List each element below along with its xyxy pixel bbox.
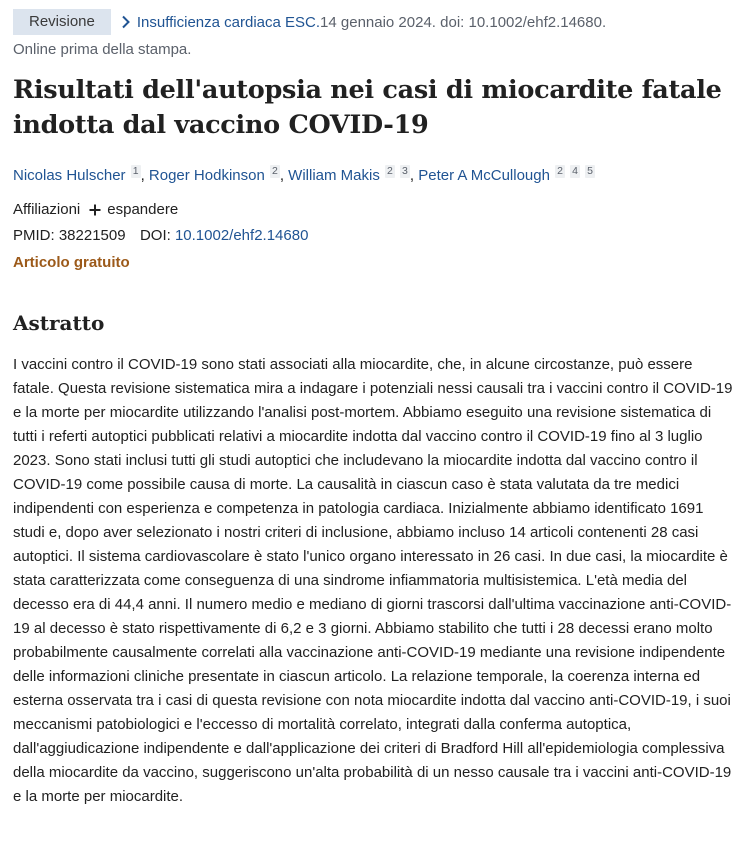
article-meta-line <box>13 8 735 36</box>
author-item <box>418 167 595 184</box>
author-item <box>13 167 149 184</box>
author-separator: , <box>140 167 145 184</box>
expand-affiliations-button[interactable]: espandere <box>107 201 179 218</box>
page-title: Risultati dell'autopsia nei casi di miocardite fatale indotta dal vaccino COVID-19 <box>13 75 722 140</box>
pmid-label: PMID: <box>13 227 55 244</box>
abstract-heading: Astratto <box>13 311 105 335</box>
author-separator: , <box>409 167 415 184</box>
affiliation-ref[interactable]: 2 <box>387 165 393 177</box>
doi-link[interactable]: 10.1002/ehf2.14680 <box>174 227 309 244</box>
affiliation-ref[interactable]: 1 <box>132 165 139 177</box>
affiliation-ref[interactable]: 3 <box>402 165 408 177</box>
author-item <box>149 167 288 184</box>
journal-link[interactable]: Insufficienza cardiaca ESC. <box>136 13 321 31</box>
affiliation-ref[interactable]: 2 <box>271 165 278 177</box>
article-type-badge: Revisione <box>13 9 111 35</box>
pmid-value: 38221509 <box>58 227 126 244</box>
abstract-text: I vaccini contro il COVID-19 sono stati associati alla miocardite, che, in alcune circostanze, può essere fatale. Questa revisione sistematica mira a indagare i potenziali nessi causali tra i vaccini contro il COVID-19 e la morte per miocardite utilizzando l'analisi post-mortem. Abbiamo eseguito una revisione sistematica di tutti i referti autoptici pubblicati relativi a miocardite indotta dal vaccino contro il COVID-19 fino al 3 luglio 2023. Sono stati inclusi tutti gli studi autoptici che includevano la miocardite indotta dal vaccino contro il COVID-19 come possibile causa di morte. La causalità in ciascun caso è stata valutata da tre medici indipendenti con esperienza e competenza in patologia cardiaca. Inizialmente abbiamo identificato 1691 studi e, dopo aver selezionato i nostri criteri di inclusione, abbiamo incluso 14 articoli contenenti 28 casi autoptici. Il sistema cardiovascolare è stato l'unico organo interessato in 26 casi. In due casi, la miocardite è stata caratterizzata come conseguenza di una sindrome infiammatoria multisistemica. L'età media del decesso era di 44,4 anni. Il numero medio e mediano di giorni trascorsi dall'ultima vaccinazione anti-COVID-19 al decesso è stato rispettivamente di 6,2 e 3 giorni. Abbiamo stabilito che tutti i 28 decessi erano molto probabilmente causalmente correlati alla vaccinazione anti-COVID-19 mediante una revisione indipendente delle informazioni cliniche presentate in ciascun articolo. La relazione temporale, la coerenza interna ed esterna osservata tra i casi di questa revisione con nota miocardite indotta dal vaccino anti-COVID-19, i suoi meccanismi patobiologici e l'eccesso di mortalità correlato, integrati dalla conferma autoptica, dall'aggiudicazione indipendente e dall'applicazione dei criteri di Bradford Hill all'epidemiologia complessiva della miocardite da vaccino, suggeriscono un'alta probabilità di un nesso causale tra i vaccini anti-COVID-19 e la morte per miocardite. <box>13 355 733 805</box>
author-name-link[interactable]: William Makis <box>288 167 380 184</box>
epub-note: Online prima della stampa. <box>13 41 192 58</box>
affiliation-ref[interactable]: 5 <box>587 165 594 177</box>
affiliation-ref[interactable]: 4 <box>572 165 578 177</box>
author-separator: , <box>279 167 284 184</box>
author-name-link[interactable]: Nicolas Hulscher <box>13 167 126 184</box>
doi-label: DOI: <box>139 227 171 244</box>
free-article-badge[interactable]: Articolo gratuito <box>13 254 130 271</box>
plus-icon[interactable] <box>89 204 101 216</box>
author-item <box>288 167 418 184</box>
authors-list <box>13 165 735 186</box>
author-name-link[interactable]: Roger Hodkinson <box>148 167 265 184</box>
article-page <box>13 8 735 824</box>
author-name-link[interactable]: Peter A McCullough <box>418 167 550 184</box>
citation-text: 14 gennaio 2024. doi: 10.1002/ehf2.14680. <box>320 13 607 31</box>
affiliation-ref[interactable]: 2 <box>557 165 563 177</box>
affiliations-toggle[interactable] <box>13 200 735 220</box>
chevron-right-icon[interactable] <box>121 15 131 29</box>
affiliations-label: Affiliazioni <box>13 201 81 218</box>
identifiers-line <box>13 226 735 246</box>
